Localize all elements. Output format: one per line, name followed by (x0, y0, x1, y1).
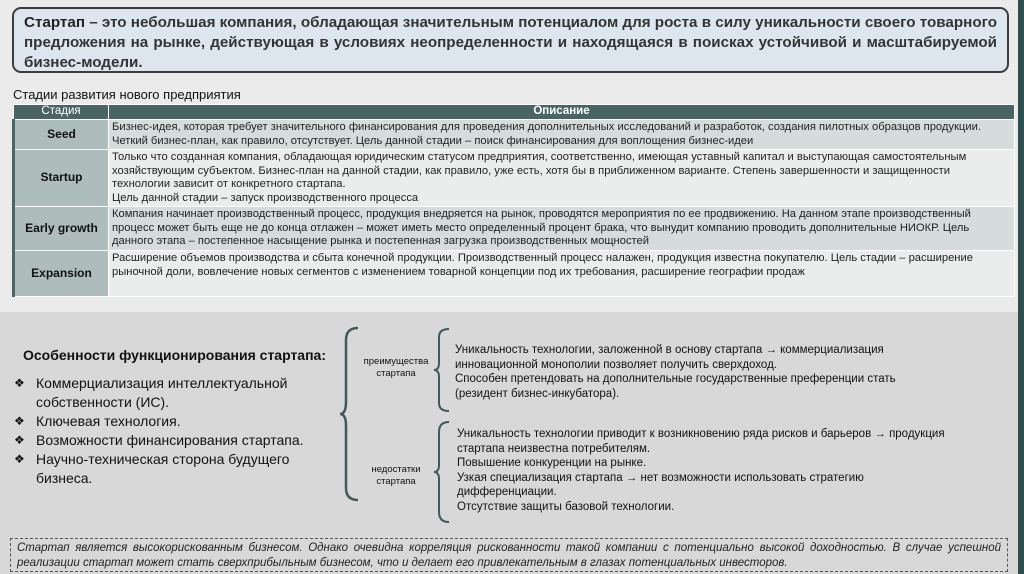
description-cell: Бизнес-идея, которая требует значительного финансирования для проведения дополнительных исследований и разработок, создания пилотных образцов продукции. Четкий бизнес-план, как правило, отсутствует. Цель данной стадии – поиск финансирования для воплощения бизнес-идеи (109, 120, 1015, 150)
table-row (14, 251, 1015, 297)
definition-term: Стартап (24, 14, 85, 31)
table-row (14, 150, 1015, 207)
advantages-brace-icon (432, 327, 452, 413)
header-description: Описание (109, 105, 1015, 120)
table-row (14, 120, 1015, 150)
diamond-bullet-icon: ❖ (14, 433, 25, 447)
diamond-bullet-icon: ❖ (14, 376, 25, 390)
description-cell: Компания начинает производственный процесс, продукция внедряется на рынок, проводятся мероприятия по ее продвижению. На данном этапе производственный процесс может быть еще не до конца отлажен – может иметь место определенный процент брака, что вынудит компанию проводить дополнительные НИОКР. Цель данного этапа – постепенное насыщение рынка и постепенная загрузка производственных мощностей (109, 207, 1015, 251)
conclusion-box: Стартап является высокорискованным бизнесом. Однако очевидна корреляция рискованности такой компании с потенциально высокой доходностью. В случае успешной реализации стартап может стать сверхприбыльным бизнесом, что и делает его привлекательным в глазах потенциальных инвесторов. (10, 538, 1008, 572)
description-cell (109, 150, 1015, 207)
features-title: Особенности функционирования стартапа: (23, 347, 326, 363)
stage-cell: Seed (14, 120, 109, 150)
definition-text: – это небольшая компания, обладающая значительным потенциалом для роста в силу уникальности своего товарного предложения на рынке, действующая в условиях неопределенности и находящаяся в поисках устойчивой и масштабируемой бизнес-модели. (24, 14, 997, 71)
description-text: Только что созданная компания, обладающая юридическим статусом предприятия, соответственно, имеющая уставный капитал и выступающая самостоятельным хозяйствующим субъектом. Бизнес-план на данной стадии, как правило, уже есть, хотя бы в приближенном варианте. Степень завершенности и защищенности технологии зависит от конкретного стартапа. (112, 151, 967, 190)
features-list (14, 374, 334, 488)
list-item: ❖ Научно-техническая сторона будущего бизнеса. (14, 451, 290, 486)
description-text-extra: Цель данной стадии – запуск производственного процесса (112, 191, 419, 204)
stage-cell: Early growth (14, 207, 109, 251)
table-header-row (14, 105, 1015, 120)
stage-cell: Expansion (14, 251, 109, 297)
description-cell: Расширение объемов производства и сбыта конечной продукции. Производственный процесс налажен, продукция известна покупателю. Цель стадии – расширение рыночной доли, вовлечение новых сегментов с изменением товарной концепции под их требования, расширение географии продаж (109, 251, 1015, 297)
list-item: ❖ Возможности финансирования стартапа. (14, 432, 304, 448)
definition-box (12, 7, 1009, 73)
list-item: ❖ Коммерциализация интеллектуальной собственности (ИС). (14, 375, 288, 410)
list-item: ❖ Ключевая технология. (14, 413, 181, 429)
disadvantages-brace-icon (432, 420, 452, 524)
right-edge-bar (1018, 0, 1024, 574)
advantages-label: преимущества стартапа (363, 356, 429, 379)
disadvantages-label: недостатки стартапа (371, 464, 421, 487)
stages-table (12, 104, 1015, 297)
diamond-bullet-icon: ❖ (14, 414, 25, 428)
disadvantages-text: Уникальность технологии приводит к возникновению ряда рисков и барьеров → продукция стартапа неизвестна потребителям. Повышение конкуренции на рынке. Узкая специализация стартапа → нет возможности использовать стратегию дифференциации. Отсутствие защиты базовой технологии. (457, 428, 945, 513)
advantages-text: Уникальность технологии, заложенной в основу стартапа → коммерциализация инновационной монополии позволяет получить сверхдоход. Способен претендовать на дополнительные государственные преференции стать (резидент бизнес-инкубатора). (455, 344, 896, 400)
diamond-bullet-icon: ❖ (14, 452, 25, 466)
stages-table-caption: Стадии развития нового предприятия (13, 87, 241, 102)
stage-cell: Startup (14, 150, 109, 207)
header-stage: Стадия (14, 105, 109, 120)
table-row (14, 207, 1015, 251)
main-brace-icon (338, 326, 362, 502)
